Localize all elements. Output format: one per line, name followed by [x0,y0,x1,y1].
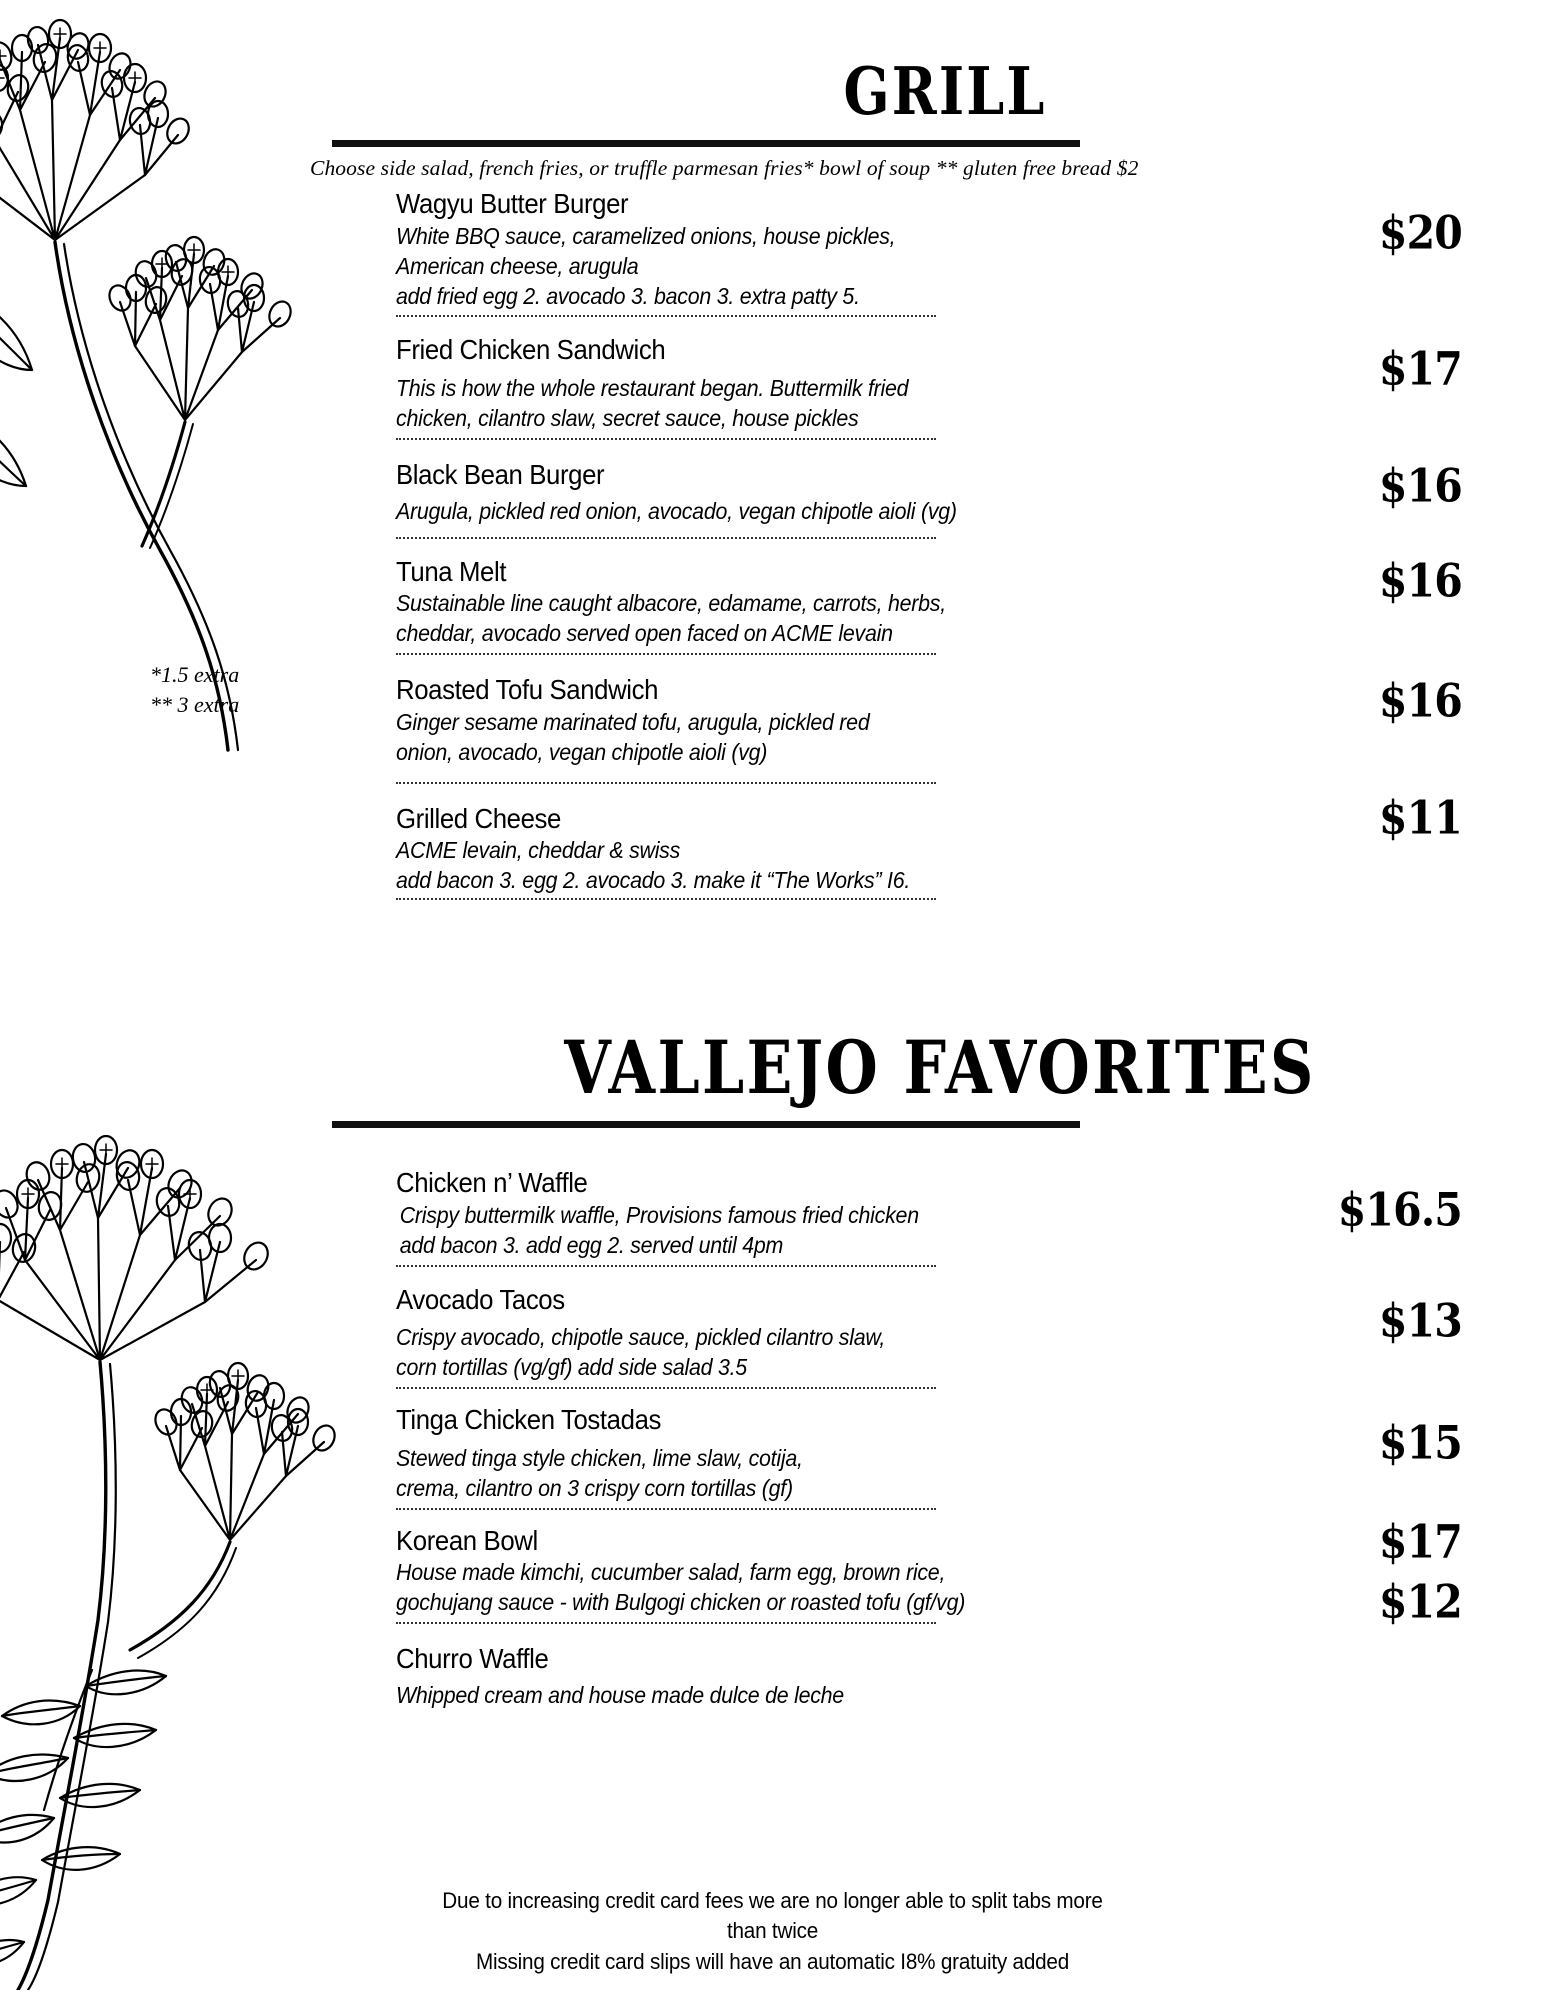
section-title-vallejo-favorites: VALLEJO FAVORITES [564,1025,1316,1112]
menu-item-desc-line: add fried egg 2. avocado 3. bacon 3. extra patty 5. [396,282,860,309]
menu-item-price: $12 [1378,1575,1462,1629]
menu-item-price: $15 [1378,1416,1462,1470]
valerian-flower-illustration-bottom [0,1110,380,1990]
extras-note-line-1: *1.5 extra [150,662,240,687]
valerian-flower-illustration-top [0,0,340,770]
menu-item-name: Tuna Melt [396,555,507,587]
menu-item-price: $17 [1378,342,1462,397]
menu-item-price: $16 [1378,458,1462,513]
menu-item-desc-line: add bacon 3. add egg 2. served until 4pm [399,1231,784,1258]
menu-item-name: Roasted Tofu Sandwich [396,674,659,705]
menu-item-desc-line: ACME levain, cheddar & swiss [396,837,681,864]
menu-item-desc-line: Whipped cream and house made dulce de leche [396,1681,844,1708]
menu-item-price: $20 [1378,206,1462,260]
menu-item[interactable] [380,1267,1480,1390]
footer-policy-note [0,1886,1545,1978]
menu-item-name: Korean Bowl [396,1524,538,1556]
menu-item-desc-line: Ginger sesame marinated tofu, arugula, pickled red [396,708,870,735]
section-grill [310,52,1480,181]
menu-item-desc-line: add bacon 3. egg 2. avocado 3. make it “The Works” I6. [396,867,911,894]
menu-item[interactable] [380,1389,1480,1510]
leader-dots [396,898,936,900]
menu-content [310,0,1545,2000]
footer-line-1: Due to increasing credit card fees we are no longer able to split tabs more [442,1887,1103,1913]
section-note-grill: Choose side salad, french fries, or truffle parmesan fries* bowl of soup ** gluten free bread $2 [310,156,1139,180]
menu-item-desc-line: White BBQ sauce, caramelized onions, house pickles, [396,222,896,249]
menu-item[interactable] [380,1160,1480,1267]
menu-item-desc-line: chicken, cilantro slaw, secret sauce, house pickles [396,405,859,431]
menu-item-desc-line: Sustainable line caught albacore, edamame, carrots, herbs, [396,590,946,617]
menu-item-name: Wagyu Butter Burger [396,188,629,219]
menu-item-desc-line: House made kimchi, cucumber salad, farm egg, brown rice, [396,1559,946,1586]
menu-item-price: $16 [1378,674,1462,728]
extras-note-line-2: ** 3 extra [150,691,240,717]
menu-item-desc-line: Arugula, pickled red onion, avocado, vegan chipotle aioli (vg) [396,497,957,524]
menu-item[interactable] [380,440,1480,539]
menu-item-desc-line: Stewed tinga style chicken, lime slaw, cotija, [396,1444,803,1471]
menu-item-desc-line: gochujang sauce - with Bulgogi chicken or roasted tofu (gf/vg) [396,1589,966,1616]
menu-list-grill [380,185,1480,900]
menu-item-name: Black Bean Burger [396,458,605,490]
section-divider-vallejo-favorites [332,1121,1080,1128]
menu-item[interactable] [380,539,1480,656]
menu-item-desc-line: onion, avocado, vegan chipotle aioli (vg) [396,738,768,765]
menu-item-price: $16 [1378,553,1462,608]
menu-item-desc-line: American cheese, arugula [396,252,639,279]
menu-item-name: Fried Chicken Sandwich [396,334,666,366]
menu-item[interactable] [380,317,1480,440]
menu-list-vallejo-favorites [380,1160,1480,1711]
footer-line-2: than twice [726,1918,819,1944]
menu-item-name: Churro Waffle [396,1643,549,1674]
menu-item-name: Grilled Cheese [396,802,561,834]
menu-item-price: $13 [1378,1293,1462,1348]
menu-item[interactable] [380,655,1480,784]
menu-item-price: $16.5 [1337,1183,1462,1237]
menu-item-name: Avocado Tacos [396,1283,565,1315]
menu-item-desc-line: Crispy buttermilk waffle, Provisions famous fried chicken [399,1201,919,1228]
menu-item[interactable] [380,784,1480,901]
menu-item[interactable] [380,185,1480,317]
extras-note [150,660,239,719]
menu-item-desc-line: crema, cilantro on 3 crispy corn tortillas (gf) [396,1474,793,1501]
section-title-grill: GRILL [843,52,1047,131]
menu-item-desc-line: This is how the whole restaurant began. Buttermilk fried [396,375,909,402]
menu-item-desc-line: corn tortillas (vg/gf) add side salad 3.5 [396,1354,747,1381]
menu-item-desc-line: cheddar, avocado served open faced on ACME levain [396,620,893,647]
menu-item-price: $11 [1378,790,1462,845]
menu-item-name: Tinga Chicken Tostadas [396,1404,662,1435]
menu-item-price: $17 [1378,1514,1462,1569]
section-divider-grill [332,140,1080,147]
menu-item-name: Chicken n’ Waffle [396,1167,588,1198]
menu-item[interactable] [380,1510,1480,1629]
section-vallejo-favorites [380,1025,1480,1708]
footer-line-3: Missing credit card slips will have an automatic I8% gratuity added [475,1949,1070,1975]
menu-item-desc-line: Crispy avocado, chipotle sauce, pickled cilantro slaw, [396,1324,886,1351]
